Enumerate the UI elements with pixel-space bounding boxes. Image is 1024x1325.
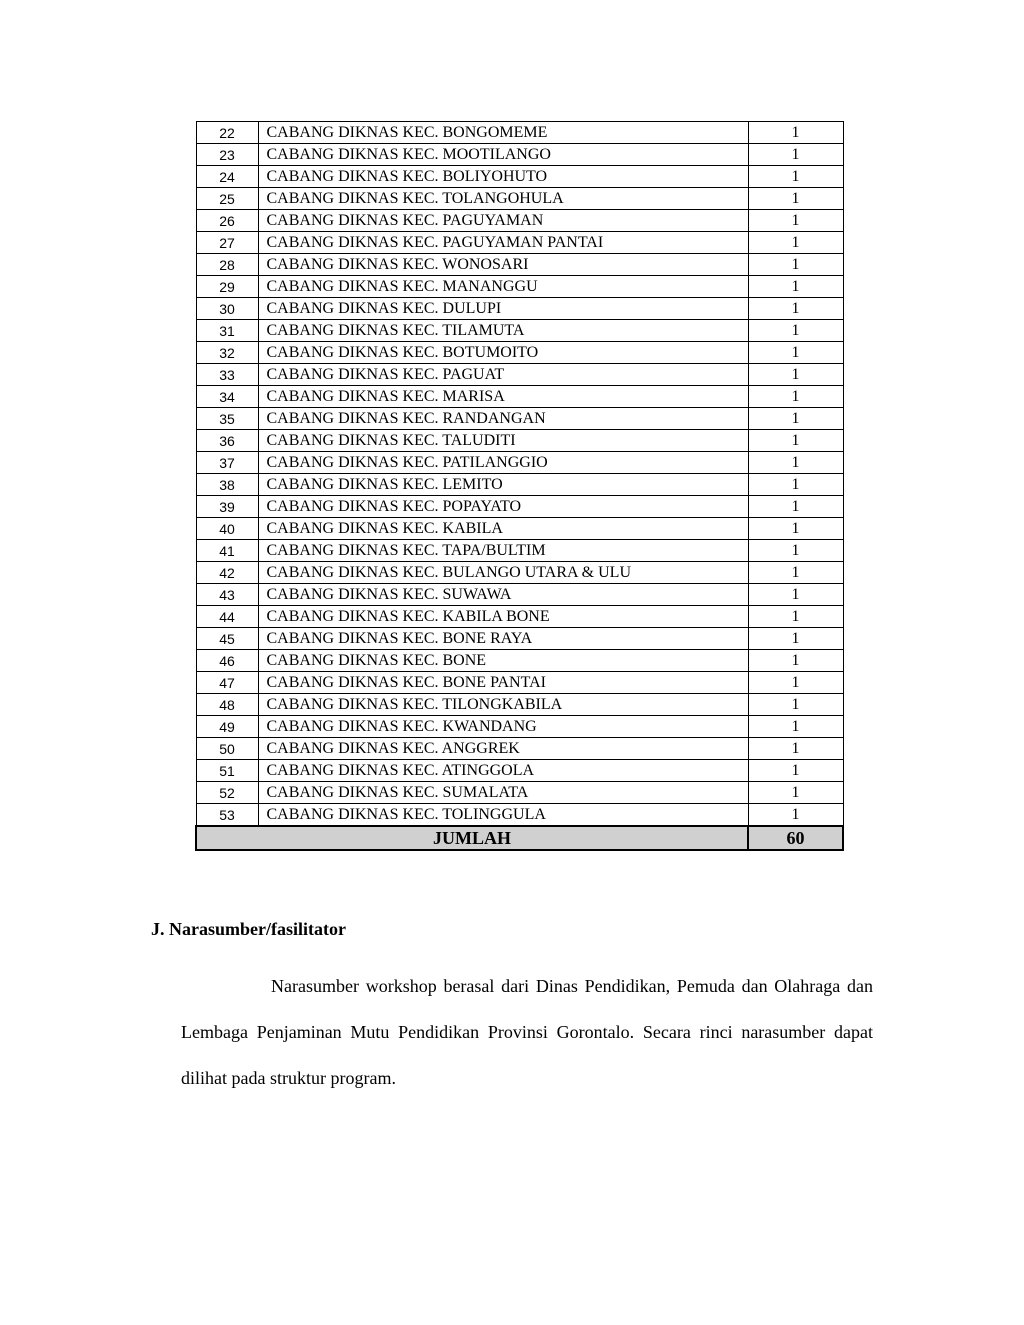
row-name: CABANG DIKNAS KEC. TOLANGOHULA [258,188,748,210]
total-row [196,826,843,850]
row-quantity: 1 [748,122,843,144]
row-quantity: 1 [748,210,843,232]
row-name: CABANG DIKNAS KEC. PAGUYAMAN [258,210,748,232]
row-quantity: 1 [748,232,843,254]
row-quantity: 1 [748,386,843,408]
row-number: 24 [196,166,258,188]
row-name: CABANG DIKNAS KEC. BONE [258,650,748,672]
table-row [196,474,843,496]
section-heading: J. Narasumber/fasilitator [151,919,346,939]
row-name: CABANG DIKNAS KEC. SUMALATA [258,782,748,804]
row-quantity: 1 [748,144,843,166]
row-name: CABANG DIKNAS KEC. BONE RAYA [258,628,748,650]
row-number: 51 [196,760,258,782]
row-quantity: 1 [748,496,843,518]
row-quantity: 1 [748,562,843,584]
table-row [196,188,843,210]
row-quantity: 1 [748,782,843,804]
row-name: CABANG DIKNAS KEC. MANANGGU [258,276,748,298]
row-name: CABANG DIKNAS KEC. KABILA [258,518,748,540]
table-row [196,298,843,320]
row-quantity: 1 [748,628,843,650]
row-name: CABANG DIKNAS KEC. PAGUAT [258,364,748,386]
row-quantity: 1 [748,694,843,716]
row-number: 40 [196,518,258,540]
row-number: 33 [196,364,258,386]
table-row [196,694,843,716]
table-row [196,562,843,584]
table-row [196,782,843,804]
row-quantity: 1 [748,166,843,188]
table-row [196,738,843,760]
row-number: 28 [196,254,258,276]
row-number: 46 [196,650,258,672]
row-number: 39 [196,496,258,518]
row-number: 41 [196,540,258,562]
table-row [196,496,843,518]
row-quantity: 1 [748,254,843,276]
row-quantity: 1 [748,276,843,298]
row-number: 26 [196,210,258,232]
row-number: 25 [196,188,258,210]
row-number: 30 [196,298,258,320]
table-row [196,122,843,144]
row-name: CABANG DIKNAS KEC. KWANDANG [258,716,748,738]
table-row [196,364,843,386]
table-row [196,628,843,650]
table-body [196,122,843,827]
table-row [196,320,843,342]
row-name: CABANG DIKNAS KEC. TOLINGGULA [258,804,748,827]
row-quantity: 1 [748,408,843,430]
row-name: CABANG DIKNAS KEC. SUWAWA [258,584,748,606]
row-name: CABANG DIKNAS KEC. PATILANGGIO [258,452,748,474]
table-row [196,166,843,188]
table-row [196,672,843,694]
row-name: CABANG DIKNAS KEC. BONE PANTAI [258,672,748,694]
row-quantity: 1 [748,452,843,474]
table-row [196,452,843,474]
row-number: 32 [196,342,258,364]
row-number: 50 [196,738,258,760]
row-name: CABANG DIKNAS KEC. MARISA [258,386,748,408]
row-name: CABANG DIKNAS KEC. BONGOMEME [258,122,748,144]
row-number: 52 [196,782,258,804]
table-row [196,210,843,232]
table-row [196,408,843,430]
row-quantity: 1 [748,320,843,342]
row-name: CABANG DIKNAS KEC. TALUDITI [258,430,748,452]
row-number: 23 [196,144,258,166]
row-number: 43 [196,584,258,606]
row-number: 22 [196,122,258,144]
row-quantity: 1 [748,430,843,452]
row-name: CABANG DIKNAS KEC. TILAMUTA [258,320,748,342]
table-row [196,342,843,364]
row-quantity: 1 [748,474,843,496]
row-number: 36 [196,430,258,452]
row-number: 49 [196,716,258,738]
table-row [196,144,843,166]
row-quantity: 1 [748,650,843,672]
table-row [196,804,843,827]
row-number: 45 [196,628,258,650]
row-quantity: 1 [748,606,843,628]
row-quantity: 1 [748,540,843,562]
table-row [196,430,843,452]
row-quantity: 1 [748,738,843,760]
table-row [196,650,843,672]
row-number: 27 [196,232,258,254]
row-name: CABANG DIKNAS KEC. TILONGKABILA [258,694,748,716]
row-name: CABANG DIKNAS KEC. POPAYATO [258,496,748,518]
row-number: 48 [196,694,258,716]
section-paragraph: Narasumber workshop berasal dari Dinas Pendidikan, Pemuda dan Olahraga dan Lembaga Penjaminan Mutu Pendidikan Provinsi Gorontalo. Secara rinci narasumber dapat dilihat pada struktur program. [181,976,873,1088]
table-row [196,584,843,606]
row-quantity: 1 [748,342,843,364]
row-number: 34 [196,386,258,408]
row-name: CABANG DIKNAS KEC. KABILA BONE [258,606,748,628]
row-quantity: 1 [748,672,843,694]
row-number: 35 [196,408,258,430]
row-name: CABANG DIKNAS KEC. LEMITO [258,474,748,496]
row-number: 38 [196,474,258,496]
row-name: CABANG DIKNAS KEC. ATINGGOLA [258,760,748,782]
row-name: CABANG DIKNAS KEC. BOLIYOHUTO [258,166,748,188]
table-row [196,254,843,276]
total-label: JUMLAH [196,826,748,850]
table-row [196,276,843,298]
row-name: CABANG DIKNAS KEC. ANGGREK [258,738,748,760]
row-quantity: 1 [748,518,843,540]
table-row [196,518,843,540]
row-name: CABANG DIKNAS KEC. TAPA/BULTIM [258,540,748,562]
row-number: 47 [196,672,258,694]
table-row [196,606,843,628]
table-row [196,716,843,738]
participants-table [195,121,844,851]
row-name: CABANG DIKNAS KEC. WONOSARI [258,254,748,276]
table-row [196,232,843,254]
row-number: 37 [196,452,258,474]
row-quantity: 1 [748,188,843,210]
row-name: CABANG DIKNAS KEC. BULANGO UTARA & ULU [258,562,748,584]
total-value: 60 [748,826,843,850]
row-number: 31 [196,320,258,342]
row-name: CABANG DIKNAS KEC. RANDANGAN [258,408,748,430]
table-row [196,760,843,782]
row-number: 53 [196,804,258,827]
row-name: CABANG DIKNAS KEC. BOTUMOITO [258,342,748,364]
row-number: 44 [196,606,258,628]
row-number: 29 [196,276,258,298]
row-name: CABANG DIKNAS KEC. PAGUYAMAN PANTAI [258,232,748,254]
row-quantity: 1 [748,760,843,782]
table-row [196,540,843,562]
row-name: CABANG DIKNAS KEC. MOOTILANGO [258,144,748,166]
row-quantity: 1 [748,364,843,386]
row-name: CABANG DIKNAS KEC. DULUPI [258,298,748,320]
row-quantity: 1 [748,804,843,827]
row-quantity: 1 [748,716,843,738]
table-row [196,386,843,408]
row-number: 42 [196,562,258,584]
row-quantity: 1 [748,298,843,320]
row-quantity: 1 [748,584,843,606]
